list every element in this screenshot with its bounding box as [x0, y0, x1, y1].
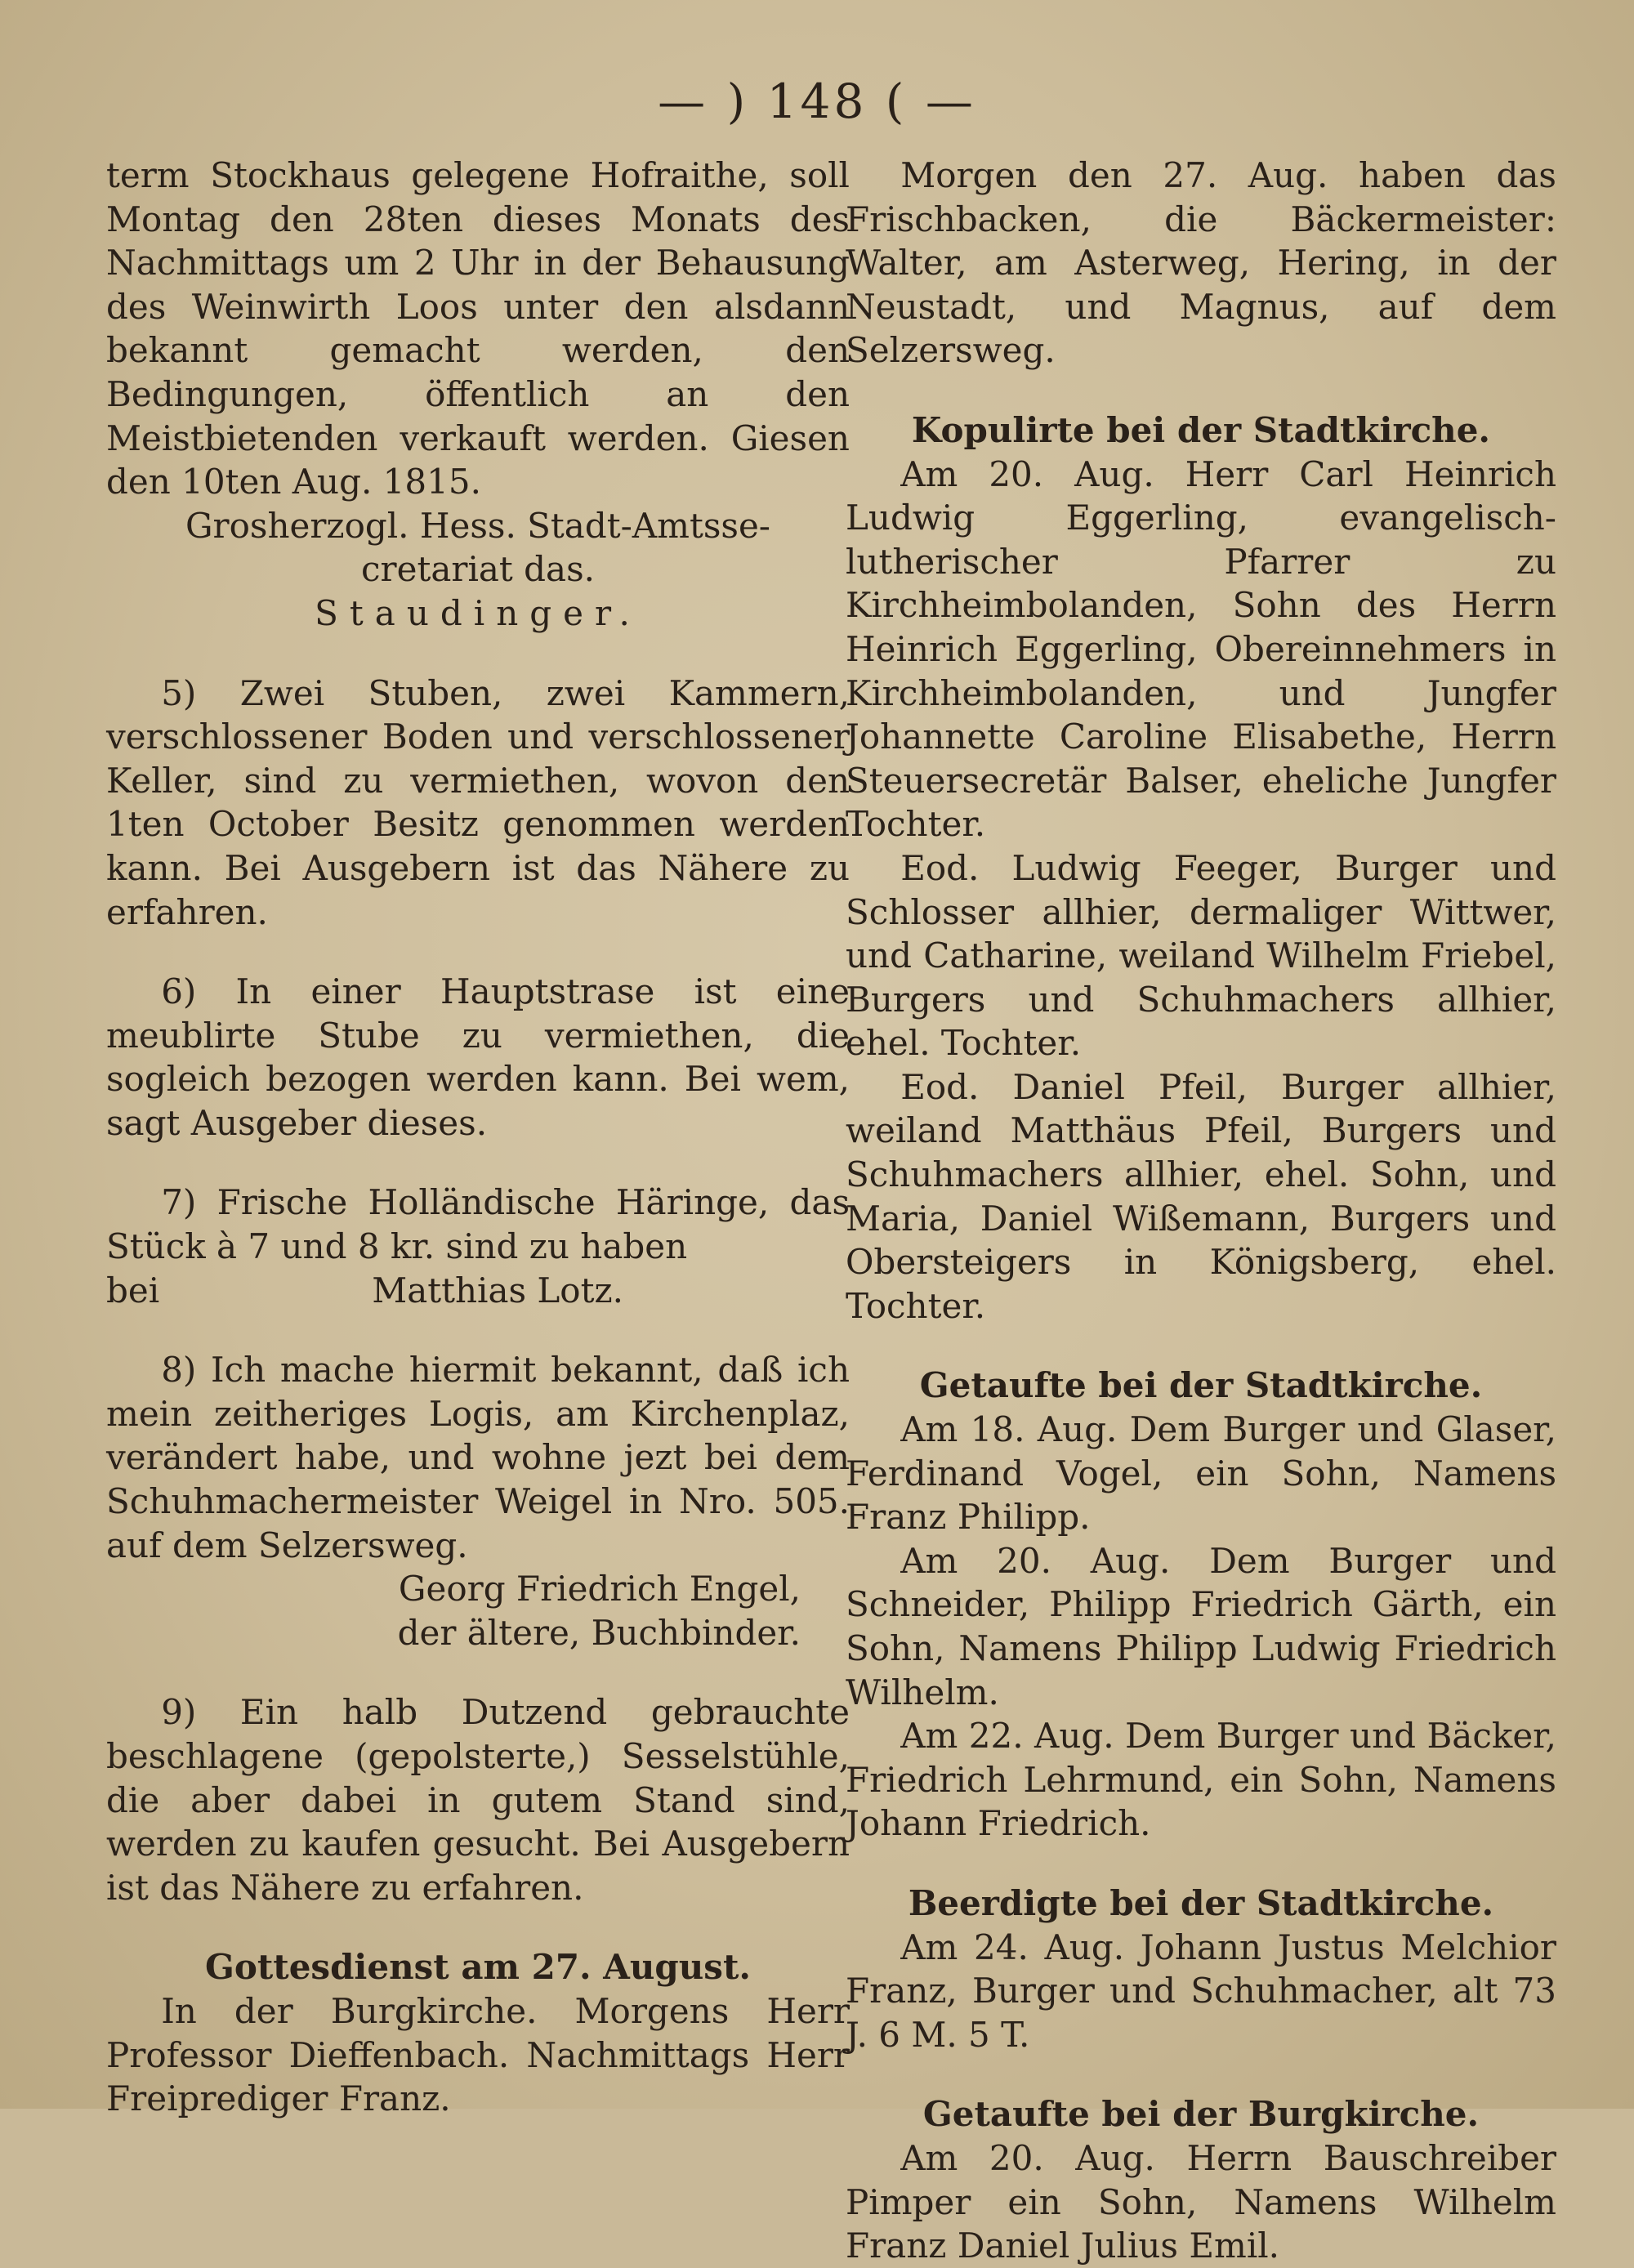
ad-7: 7) Frische Holländische Häringe, das Stück à 7 und 8 kr. sind zu haben — [106, 1182, 850, 1267]
service-heading: Gottesdienst am 27. August. — [205, 1947, 751, 1988]
ad-7-bei: bei — [106, 1270, 160, 1310]
ad-9: 9) Ein halb Dutzend gebrauchte beschlagene (gepolsterte,) Sesselstühle, die aber dabei in gutem Stand sind, werden zu kaufen gesucht. Bei Ausgebern ist das Nähere zu erfahren. — [106, 1692, 850, 1908]
left-column — [106, 154, 850, 2121]
service-text: In der Burgkirche. Morgens Herr Professor Dieffenbach. Nachmittags Herr Freiprediger Franz. — [106, 1990, 850, 2119]
right-column — [846, 154, 1556, 2268]
marriage-1: Am 20. Aug. Herr Carl Heinrich Ludwig Eggerling, evangelisch-lutherischer Pfarrer zu Kirchheimbolanden, Sohn des Herrn Heinrich Eggerling, Obereinnehmers in Kirchheimbolanden, und Jungfer Johannette Caroline Elisabethe, Herrn Steuersecretär Balser, eheliche Jungfer Tochter. — [846, 453, 1556, 845]
baptisms-heading: Getaufte bei der Stadtkirche. — [919, 1365, 1483, 1406]
burial-1: Am 24. Aug. Johann Justus Melchior Franz, Burger und Schuhmacher, alt 73 J. 6 M. 5 T. — [846, 1926, 1556, 2055]
auction-notice: term Stockhaus gelegene Hofraithe, soll Montag den 28ten dieses Monats des Nachmittags um 2 Uhr in der Behausung des Weinwirth Loos unter den alsdann bekannt gemacht werden, den Bedingungen, öffentlich an den Meistbietenden verkauft werden. Giesen den 10ten Aug. 1815. — [106, 155, 850, 502]
baking-notice: Morgen den 27. Aug. haben das Frischbacken, die Bäckermeister: Walter, am Asterweg, Hering, in der Neustadt, und Magnus, auf dem Selzersweg. — [846, 155, 1556, 371]
marriage-2: Eod. Ludwig Feeger, Burger und Schlosser allhier, dermaliger Wittwer, und Catharine, weiland Wilhelm Friebel, Burgers und Schuhmachers allhier, ehel. Tochter. — [846, 847, 1556, 1064]
office-signature-name: Staudinger. — [315, 592, 641, 633]
office-signature-line1: Grosherzogl. Hess. Stadt-Amtsse- — [185, 505, 770, 546]
office-signature-line2: cretariat das. — [361, 549, 595, 590]
castle-baptisms-heading: Getaufte bei der Burgkirche. — [922, 2094, 1480, 2135]
baptism-1: Am 18. Aug. Dem Burger und Glaser, Ferdinand Vogel, ein Sohn, Namens Franz Philipp. — [846, 1409, 1556, 1538]
ad-8-signature-line1: Georg Friedrich Engel, — [398, 1569, 801, 1609]
ad-7-seller — [106, 1269, 850, 1313]
marriage-3: Eod. Daniel Pfeil, Burger allhier, weiland Matthäus Pfeil, Burgers und Schuhmachers allhier, ehel. Sohn, und Maria, Daniel Wißemann, Burgers und Obersteigers in Königsberg, ehel. Tochter. — [846, 1066, 1556, 1326]
ad-7-seller-name: Matthias Lotz. — [372, 1270, 623, 1310]
ad-8: 8) Ich mache hiermit bekannt, daß ich mein zeitheriges Logis, am Kirchenplaz, verändert habe, und wohne jezt bei dem Schuhmachermeister Weigel in Nro. 505. auf dem Selzersweg. — [106, 1350, 850, 1565]
burials-heading: Beerdigte bei der Stadtkirche. — [908, 1882, 1494, 1923]
baptism-2: Am 20. Aug. Dem Burger und Schneider, Philipp Friedrich Gärth, ein Sohn, Namens Philipp Ludwig Friedrich Wilhelm. — [846, 1540, 1556, 1712]
ad-5: 5) Zwei Stuben, zwei Kammern, verschlossener Boden und verschlossener Keller, sind zu vermiethen, wovon den 1ten October Besitz genommen werden kann. Bei Ausgebern ist das Nähere zu erfahren. — [106, 672, 850, 932]
ad-6: 6) In einer Hauptstrase ist eine meublirte Stube zu vermiethen, die sogleich bezogen werden kann. Bei wem, sagt Ausgeber dieses. — [106, 971, 850, 1143]
castle-baptism-1: Am 20. Aug. Herrn Bauschreiber Pimper ein Sohn, Namens Wilhelm Franz Daniel Julius Emil. — [846, 2137, 1556, 2266]
ad-8-signature-line2: der ältere, Buchbinder. — [397, 1612, 801, 1653]
baptism-3: Am 22. Aug. Dem Burger und Bäcker, Friedrich Lehrmund, ein Sohn, Namens Johann Friedrich. — [846, 1716, 1556, 1844]
marriages-heading: Kopulirte bei der Stadtkirche. — [911, 409, 1491, 450]
page-number-header: — ) 148 ( — — [658, 74, 976, 129]
